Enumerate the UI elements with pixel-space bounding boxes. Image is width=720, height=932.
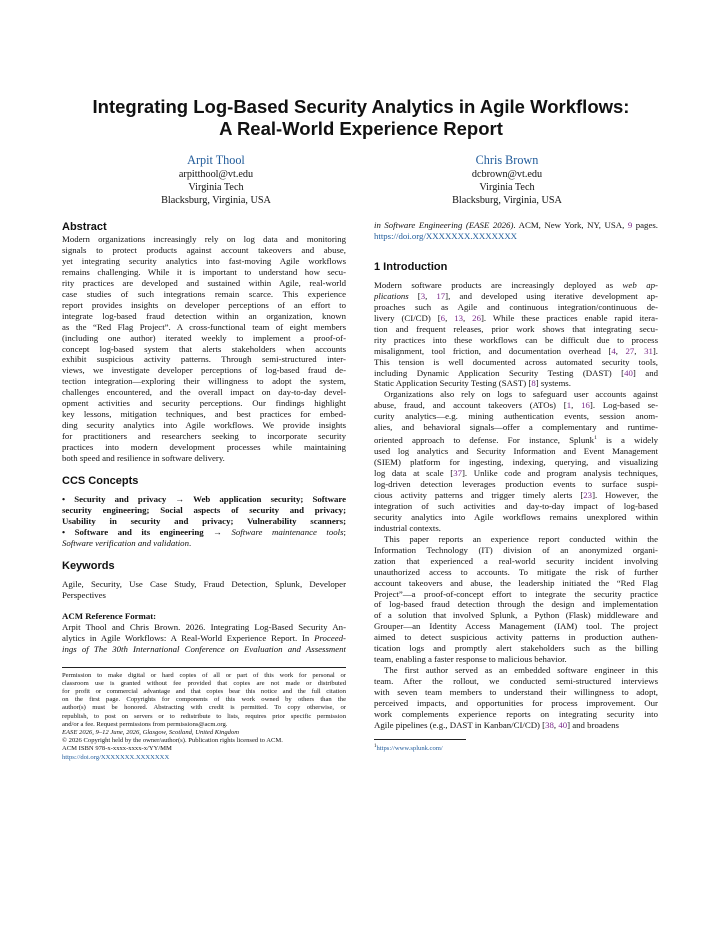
citation-link[interactable]: 8 bbox=[531, 378, 536, 389]
citation-link[interactable]: 40 bbox=[558, 719, 568, 730]
text-span: rity practices into these workflows can be difficult due to process bbox=[374, 334, 658, 345]
intro-line bbox=[374, 534, 658, 545]
text-span: , bbox=[425, 290, 437, 301]
text-span: Modern software products are increasingly deployed as bbox=[374, 279, 623, 290]
permission-line: Permission to make digital or hard copies of all or part of this work for personal or bbox=[62, 671, 346, 679]
intro-line bbox=[374, 523, 658, 534]
ccs-term: • Software and its engineering → bbox=[62, 526, 232, 537]
text-span: , bbox=[553, 719, 559, 730]
intro-line bbox=[374, 720, 658, 731]
text-span: is a widely bbox=[596, 435, 658, 446]
text-span: log data at scale [ bbox=[374, 468, 454, 479]
text-span: ] and bbox=[632, 367, 658, 378]
abstract-line: challenges encountered, and the overall impact on day-to-day devel- bbox=[62, 387, 346, 398]
title-line-1: Integrating Log-Based Security Analytics in Agile Workflows: bbox=[92, 96, 630, 117]
abstract-line: both speed and resilience in software delivery. bbox=[62, 453, 225, 464]
abstract-heading: Abstract bbox=[62, 221, 107, 233]
text-span: used log analytics and Security Information and Event Management bbox=[374, 446, 658, 457]
intro-line bbox=[374, 302, 658, 313]
intro-paragraph-3 bbox=[374, 534, 658, 665]
text-span: security analytics into Agile workflows remains unexplored within bbox=[374, 511, 658, 522]
intro-line bbox=[374, 687, 658, 698]
abstract-line: yet integrating security analytics into fast-moving Agile workflows bbox=[62, 255, 346, 266]
intro-line bbox=[374, 479, 658, 490]
ccs-term: . bbox=[188, 537, 192, 548]
intro-line bbox=[374, 621, 658, 632]
text-span: of a solution that involved Splunk, a Python (Flask) middleware and bbox=[374, 610, 658, 621]
keywords-line: Perspectives bbox=[62, 589, 106, 600]
intro-line bbox=[374, 422, 658, 433]
acm-ref-line: ings of The 30th International Conference on Evaluation and Assessment bbox=[62, 643, 346, 654]
text-span: The first author served as an embedded software engineer in this bbox=[384, 665, 658, 676]
abstract-line: ding security analytics into Agile workflows. We provide insights bbox=[62, 420, 346, 431]
text-span: , bbox=[445, 312, 455, 323]
text-span: with seven team members to understand their willingness to adopt, bbox=[374, 687, 658, 698]
isbn-line: ACM ISBN 978-x-xxxx-xxxx-x/YY/MM bbox=[62, 745, 172, 753]
intro-line bbox=[374, 378, 658, 389]
text-span: , bbox=[571, 400, 582, 411]
text-span: cious activity patterns and trigger timely alerts [ bbox=[374, 489, 584, 500]
acm-ref-continuation bbox=[374, 220, 658, 231]
ccs-concepts bbox=[62, 494, 346, 549]
acm-ref-text: alytics in Agile Workflows: A Real-World Experience Report. In bbox=[62, 632, 315, 643]
text-span: abuse, fraud, and account takeovers (ATOs) [ bbox=[374, 400, 567, 411]
paper-title bbox=[62, 96, 660, 140]
permission-line: for profit or commercial advantage and that copies bear this notice and the full citation bbox=[62, 687, 346, 695]
author-affiliation: Virginia Tech bbox=[188, 182, 244, 194]
acm-ref-text: Proceed- bbox=[314, 632, 346, 643]
text-span: ] systems. bbox=[535, 378, 571, 389]
text-span: industrial contexts. bbox=[374, 522, 441, 533]
intro-line bbox=[374, 589, 658, 600]
permission-line: classroom use is granted without fee provided that copies are not made or distributed bbox=[62, 679, 346, 687]
text-span: alies, and behavioral signals—offer a complementary and runtime- bbox=[374, 422, 658, 433]
text-span: This paper reports an experience report conducted within the bbox=[384, 533, 658, 544]
author-block-1 bbox=[91, 153, 341, 208]
acm-ref-heading: ACM Reference Format: bbox=[62, 610, 157, 621]
citation-link[interactable]: 31 bbox=[644, 345, 653, 356]
author-location: Blacksburg, Virginia, USA bbox=[161, 195, 271, 207]
text-span: unauthorized access to accounts. To mitigate the risk of further bbox=[374, 566, 658, 577]
abstract-line: views, we investigate developer perceptions of log-based fraud de- bbox=[62, 365, 346, 376]
intro-line bbox=[374, 599, 658, 610]
text-span: Project”—a proof-of-concept effort to integrate the security practice bbox=[374, 588, 658, 599]
author-location: Blacksburg, Virginia, USA bbox=[452, 195, 562, 207]
citation-link[interactable]: 26 bbox=[472, 312, 481, 323]
abstract-line: case studies of such integrations remain scarce. This experience bbox=[62, 288, 346, 299]
ccs-line bbox=[62, 527, 346, 538]
abstract-line: exhibit suspicious activity patterns. Through semi-structured inter- bbox=[62, 354, 346, 365]
citation-link[interactable]: 4 bbox=[611, 345, 616, 356]
keywords-line: Agile, Security, Use Case Study, Fraud Detection, Splunk, Developer bbox=[62, 578, 346, 589]
permission-line: and/or a fee. Request permissions from permissions@acm.org. bbox=[62, 720, 228, 728]
introduction-heading: 1 Introduction bbox=[374, 260, 448, 273]
text-span: ]. Log-based se- bbox=[589, 400, 658, 411]
abstract-line: Modern organizations increasingly rely on log data and monitoring bbox=[62, 234, 346, 244]
abstract-line: for practitioners and researchers seeking to incorporate security bbox=[62, 431, 346, 442]
intro-line bbox=[374, 676, 658, 687]
text-span: Grouper—an Identity Access Management (IAM) tool. The project bbox=[374, 621, 658, 632]
text-span: tion and frequent releases, prior work shows that integrating secu- bbox=[374, 323, 658, 334]
text-span: Organizations also rely on logs to safeguard user accounts against bbox=[384, 389, 658, 400]
text-span: livery (CI/CD) [ bbox=[374, 312, 441, 323]
ccs-term: ; Software bbox=[300, 494, 346, 505]
text-span: ]. Unlike code and program analysis techniques, bbox=[461, 468, 658, 479]
footnote-mark: 1 bbox=[374, 743, 377, 749]
citation-link[interactable]: 40 bbox=[624, 367, 633, 378]
intro-line bbox=[374, 335, 658, 346]
text-span: , bbox=[463, 312, 473, 323]
text-span: ]. bbox=[652, 345, 658, 356]
intro-line bbox=[374, 411, 658, 422]
keywords-heading: Keywords bbox=[62, 559, 115, 572]
text-span: misalignment, tool friction, and documentation overhead [ bbox=[374, 345, 612, 356]
text-span: account takeovers and abuse, the leadership initiated the “Red Flag bbox=[374, 577, 658, 588]
text-span: log-driven detection leverages production events to surface suspi- bbox=[374, 478, 658, 489]
intro-line bbox=[374, 368, 658, 379]
text-span: integration of such activities and day-to-day impact of log-based bbox=[374, 500, 658, 511]
abstract-line: signals to protect products against account takeovers and abuse, bbox=[62, 244, 346, 255]
intro-line bbox=[374, 556, 658, 567]
intro-line bbox=[374, 567, 658, 578]
permission-line: on the first page. Copyrights for components of this work owned by others than the bbox=[62, 696, 346, 704]
text-span: tication logs and promptly alert stakeholders such as the billing bbox=[374, 643, 658, 654]
intro-line bbox=[374, 280, 658, 291]
text-span: ], and developed using iterative development ap- bbox=[445, 290, 658, 301]
intro-line bbox=[374, 632, 658, 643]
citation-link[interactable]: 13 bbox=[454, 312, 464, 323]
intro-line bbox=[374, 313, 658, 324]
text-span: ]. However, the bbox=[592, 489, 658, 500]
text-span: , bbox=[615, 345, 626, 356]
arxiv-stamp bbox=[6, 225, 50, 670]
text-span: team, enabling a faster response to malicious behavior. bbox=[374, 654, 567, 665]
right-column bbox=[374, 220, 658, 753]
ccs-term: ; bbox=[343, 504, 346, 515]
text-span: Information Technology (IT) division of an anonymized organi- bbox=[374, 544, 658, 555]
footnote-link[interactable]: https://www.splunk.com/ bbox=[376, 745, 443, 753]
copyright-line: © 2026 Copyright held by the owner/author(s). Publication rights licensed to ACM. bbox=[62, 737, 283, 745]
acm-ref-text: . ACM, New York, NY, USA, bbox=[513, 220, 628, 230]
venue-line: EASE 2026, 9–12 June, 2026, Glasgow, Scotland, United Kingdom bbox=[62, 728, 239, 736]
intro-line bbox=[374, 324, 658, 335]
ccs-term: • Security and privacy → Web application security bbox=[62, 494, 301, 505]
acm-ref-line: Arpit Thool and Chris Brown. 2026. Integrating Log-Based Security An- bbox=[62, 621, 346, 632]
intro-line bbox=[374, 578, 658, 589]
text-span: ] and broadens bbox=[567, 719, 619, 730]
text-span: team. After the rollout, we conducted semi-structured interviews bbox=[374, 676, 658, 687]
intro-line bbox=[374, 433, 658, 446]
text-span: including Dynamic Application Security Testing (DAST) [ bbox=[374, 367, 625, 378]
emphasis: plications bbox=[374, 290, 409, 301]
abstract-line: as the “Red Flag Project”. A cross-functional team of eight members bbox=[62, 321, 346, 332]
text-span: oriented approach to defense. For instance, Splunk bbox=[374, 435, 595, 446]
doi-link[interactable]: https://doi.org/XXXXXXX.XXXXXXX bbox=[62, 753, 170, 761]
citation-link[interactable]: 17 bbox=[436, 290, 446, 301]
text-span: This tension is well documented across automated security tools, bbox=[374, 356, 658, 367]
intro-line bbox=[374, 490, 658, 501]
intro-line bbox=[374, 446, 658, 457]
text-span: Agile pipelines (e.g., DAST in Kanban/CI/CD) [ bbox=[374, 719, 546, 730]
citation-link[interactable]: 38 bbox=[545, 719, 554, 730]
footnote-ref[interactable]: 1 bbox=[594, 435, 597, 442]
abstract-line: practices into modern development processes while maintaining bbox=[62, 442, 346, 453]
author-name: Arpit Thool bbox=[187, 153, 245, 167]
permission-line: author(s) must be honored. Abstracting with credit is permitted. To copy otherwise, or bbox=[62, 704, 346, 712]
title-line-2: A Real-World Experience Report bbox=[219, 118, 503, 139]
ccs-line bbox=[62, 538, 346, 549]
text-span: proaches such as Agile and continuous integration/continuous de- bbox=[374, 301, 658, 312]
acm-ref-text: in Software Engineering (EASE 2026) bbox=[374, 220, 514, 230]
footnote bbox=[374, 743, 658, 753]
ccs-line bbox=[62, 505, 346, 516]
text-span: ]. While these practices enable rapid itera- bbox=[480, 312, 658, 323]
citation-link[interactable]: 6 bbox=[440, 312, 446, 323]
citation-link[interactable]: 37 bbox=[453, 468, 462, 479]
ccs-line bbox=[62, 494, 346, 505]
intro-paragraph-2 bbox=[374, 389, 658, 533]
intro-line bbox=[374, 357, 658, 368]
text-span: (SIEM) platform for ingesting, indexing, querying, and visualizing bbox=[374, 457, 658, 468]
permission-notice bbox=[62, 672, 346, 729]
text-span: , bbox=[634, 345, 645, 356]
emphasis: web ap- bbox=[622, 279, 658, 290]
intro-line bbox=[374, 654, 658, 665]
abstract-line: integrate log-based fraud detection within an organization, known bbox=[62, 310, 346, 321]
intro-paragraph-4 bbox=[374, 665, 658, 731]
intro-line bbox=[374, 698, 658, 709]
abstract-line: tection integration—exploring their willingness to adopt the system, bbox=[62, 376, 346, 387]
intro-line bbox=[374, 468, 658, 479]
ccs-term: Software maintenance tools bbox=[231, 526, 344, 537]
citation-link[interactable]: 23 bbox=[583, 489, 593, 500]
ccs-term: ; Vulnerability scanners bbox=[230, 515, 344, 526]
intro-line bbox=[374, 665, 658, 676]
intro-line bbox=[374, 346, 658, 357]
citation-link[interactable]: 16 bbox=[581, 400, 590, 411]
author-email: dcbrown@vt.edu bbox=[471, 169, 543, 180]
ccs-term: security engineering bbox=[62, 504, 147, 515]
text-span: curity analytics—e.g. mining authentication events, session anom- bbox=[374, 411, 658, 422]
abstract-line: opment activities and security perceptions. Our findings highlight bbox=[62, 398, 346, 409]
ccs-term: ; bbox=[343, 515, 346, 526]
acm-ref-text: pages. bbox=[632, 220, 658, 230]
text-span: Static Application Security Testing (SAST) [ bbox=[374, 378, 532, 389]
ccs-term: ; bbox=[343, 526, 346, 537]
citation-link[interactable]: 3 bbox=[420, 290, 426, 301]
text-span: [ bbox=[408, 290, 421, 301]
text-span: perceived impacts, and opportunities for process improvement. Our bbox=[374, 698, 658, 709]
intro-line bbox=[374, 501, 658, 512]
page-count-link[interactable]: 9 bbox=[627, 220, 633, 230]
ccs-term: ; Social aspects of security and privacy bbox=[146, 504, 344, 515]
intro-paragraph-1 bbox=[374, 280, 658, 390]
intro-line bbox=[374, 389, 658, 400]
text-span: work complements experience reports on integrating security into bbox=[374, 709, 658, 719]
citation-link[interactable]: 1 bbox=[566, 400, 572, 411]
ccs-term: Software verification and validation bbox=[62, 537, 189, 548]
intro-line bbox=[374, 709, 658, 720]
ccs-line bbox=[62, 516, 346, 527]
author-affiliation: Virginia Tech bbox=[479, 182, 535, 194]
abstract-body bbox=[62, 234, 346, 464]
abstract-line: key lessons, mitigation techniques, and best practices for embed- bbox=[62, 409, 346, 420]
citation-link[interactable]: 27 bbox=[625, 345, 635, 356]
acm-ref-doi-link[interactable]: https://doi.org/XXXXXXX.XXXXXXX bbox=[374, 230, 518, 241]
author-block-2 bbox=[382, 153, 632, 208]
ccs-term: Usability in security and privacy bbox=[62, 515, 231, 526]
text-span: zation that experienced a real-world security incident involving bbox=[374, 555, 658, 566]
abstract-line: rity practices are developed and sustained within Agile, real-world bbox=[62, 277, 346, 288]
permission-line: republish, to post on servers or to redistribute to lists, requires prior specific permission bbox=[62, 712, 346, 720]
intro-line bbox=[374, 512, 658, 523]
author-email: arpitthool@vt.edu bbox=[178, 169, 254, 180]
intro-line bbox=[374, 643, 658, 654]
intro-line bbox=[374, 400, 658, 411]
abstract-line: report provides insights on developer perceptions of an effort to bbox=[62, 299, 346, 310]
left-column bbox=[62, 220, 346, 762]
text-span: of log-based fraud detection through the design and implementation bbox=[374, 599, 658, 610]
acm-ref-line bbox=[62, 633, 346, 644]
text-span: aimed to detect suspicious activity patterns in production authen- bbox=[374, 632, 658, 643]
abstract-line: (including one author) iterated weekly to implement a proof-of- bbox=[62, 332, 346, 343]
abstract-line: concept log-based system that alerts stakeholders when accounts bbox=[62, 343, 346, 354]
abstract-line: remains challenging. While it is important to understand how secu- bbox=[62, 266, 346, 277]
intro-line bbox=[374, 291, 658, 302]
ccs-heading: CCS Concepts bbox=[62, 475, 139, 488]
author-name: Chris Brown bbox=[475, 153, 539, 167]
intro-line bbox=[374, 545, 658, 556]
intro-line bbox=[374, 610, 658, 621]
intro-line bbox=[374, 457, 658, 468]
